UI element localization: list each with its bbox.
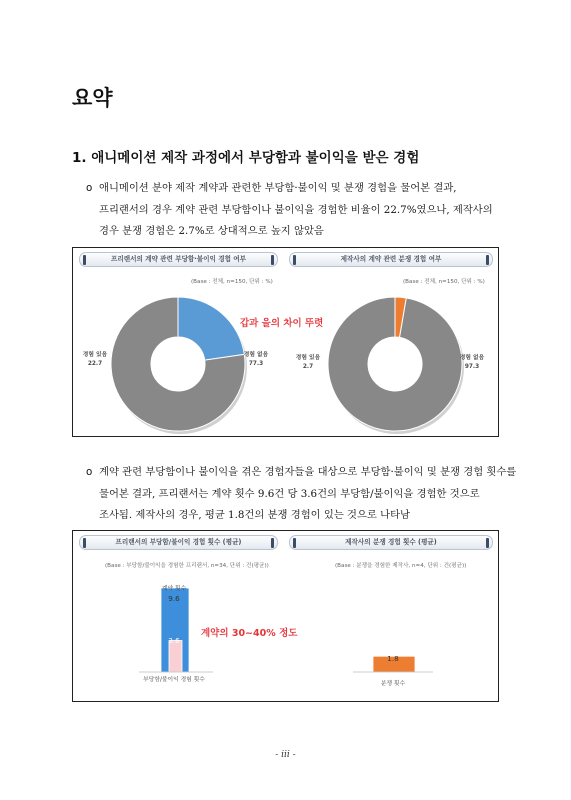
value-label: 22.7 [87, 361, 103, 367]
base-note-right: (Base : 분쟁을 경험한 제작사, n=4, 단위 : 건(평균)) [335, 563, 467, 569]
x-label-disputes: 분쟁 횟수 [380, 681, 406, 687]
text-line: 프리랜서의 경우 계약 관련 부당함이나 불이익을 경험한 비율이 22.7%였으나, 제작사의 [99, 203, 493, 216]
value-label-unfair: 3.6 [168, 636, 180, 645]
bullet-mark: o [86, 466, 93, 478]
x-label-unfair-count: 부당함/불이익 경험 횟수 [143, 677, 205, 683]
panel-title-left: 프리랜서의 계약 관련 부당함·불이익 경험 여부 [79, 252, 278, 267]
panel-title-right: 제작사의 계약 관련 분쟁 경험 여부 [289, 252, 493, 267]
bullet-mark: o [86, 182, 93, 194]
text-line: 조사됨. 제작사의 경우, 평균 1.8건의 분쟁 경험이 있는 것으로 나타남 [99, 509, 410, 521]
donut-hole [151, 337, 205, 391]
value-label: 2.7 [302, 364, 314, 370]
annotation-ratio: 계약의 30~40% 정도 [201, 628, 298, 639]
text-line: 물어본 결과, 프리랜서는 계약 횟수 9.6건 당 3.6건의 부당함/불이익을 경험한 것으로 [99, 487, 480, 500]
figure-donut-charts [72, 247, 499, 437]
value-label-contracts: 9.6 [168, 594, 180, 603]
value-label: 97.3 [464, 364, 480, 370]
category-label: 경험 없음 [243, 352, 269, 358]
bullet-paragraph-1 [86, 178, 506, 243]
donut-hole [368, 337, 422, 391]
figure-bar-charts [72, 530, 499, 702]
category-label: 경험 없음 [459, 355, 485, 361]
page-heading: 요약 [72, 86, 113, 110]
page-number: - iii - [275, 750, 296, 760]
value-label-disputes: 1.8 [387, 654, 399, 663]
panel-title-left: 프리랜서의 부당함/불이익 경험 횟수 (평균) [79, 535, 278, 550]
panel-title-right: 제작사의 분쟁 경험 횟수 (평균) [289, 535, 493, 550]
bullet-paragraph-2 [86, 462, 517, 527]
series-label-contracts: 계약 횟수 [161, 586, 187, 592]
section-title: 1. 애니메이션 제작 과정에서 부당함과 불이익을 받은 경험 [72, 150, 420, 166]
category-label: 경험 있음 [82, 352, 108, 358]
value-label: 77.3 [248, 361, 264, 367]
text-line: 애니메이션 분야 제작 계약과 관련한 부당함·불이익 및 분쟁 경험을 물어본 결과, [99, 182, 457, 194]
annotation-gap: 갑과 을의 차이 뚜렷 [240, 318, 324, 329]
bar-unfair-count [169, 641, 182, 673]
left-label-yes [79, 351, 111, 369]
right-label-yes [291, 354, 325, 372]
category-label: 경험 있음 [295, 355, 321, 361]
right-label-no [455, 354, 489, 372]
base-note-left: (Base : 부당함/불이익을 경험한 프리랜서, n=34, 단위 : 건(평균)) [105, 563, 269, 569]
left-label-no [239, 351, 273, 369]
base-note-right: (Base : 전체, n=150, 단위 : %) [403, 279, 485, 285]
base-note-left: (Base : 전체, n=150, 단위 : %) [191, 279, 273, 285]
bar-charts-svg [73, 531, 498, 701]
donut-charts-svg [73, 248, 498, 436]
text-line: 계약 관련 부당함이나 불이익을 겪은 경험자들을 대상으로 부당함·불이익 및 분쟁 경험 횟수를 [99, 466, 517, 478]
text-line: 경우 분쟁 경험은 2.7%로 상대적으로 높지 않았음 [99, 225, 324, 237]
